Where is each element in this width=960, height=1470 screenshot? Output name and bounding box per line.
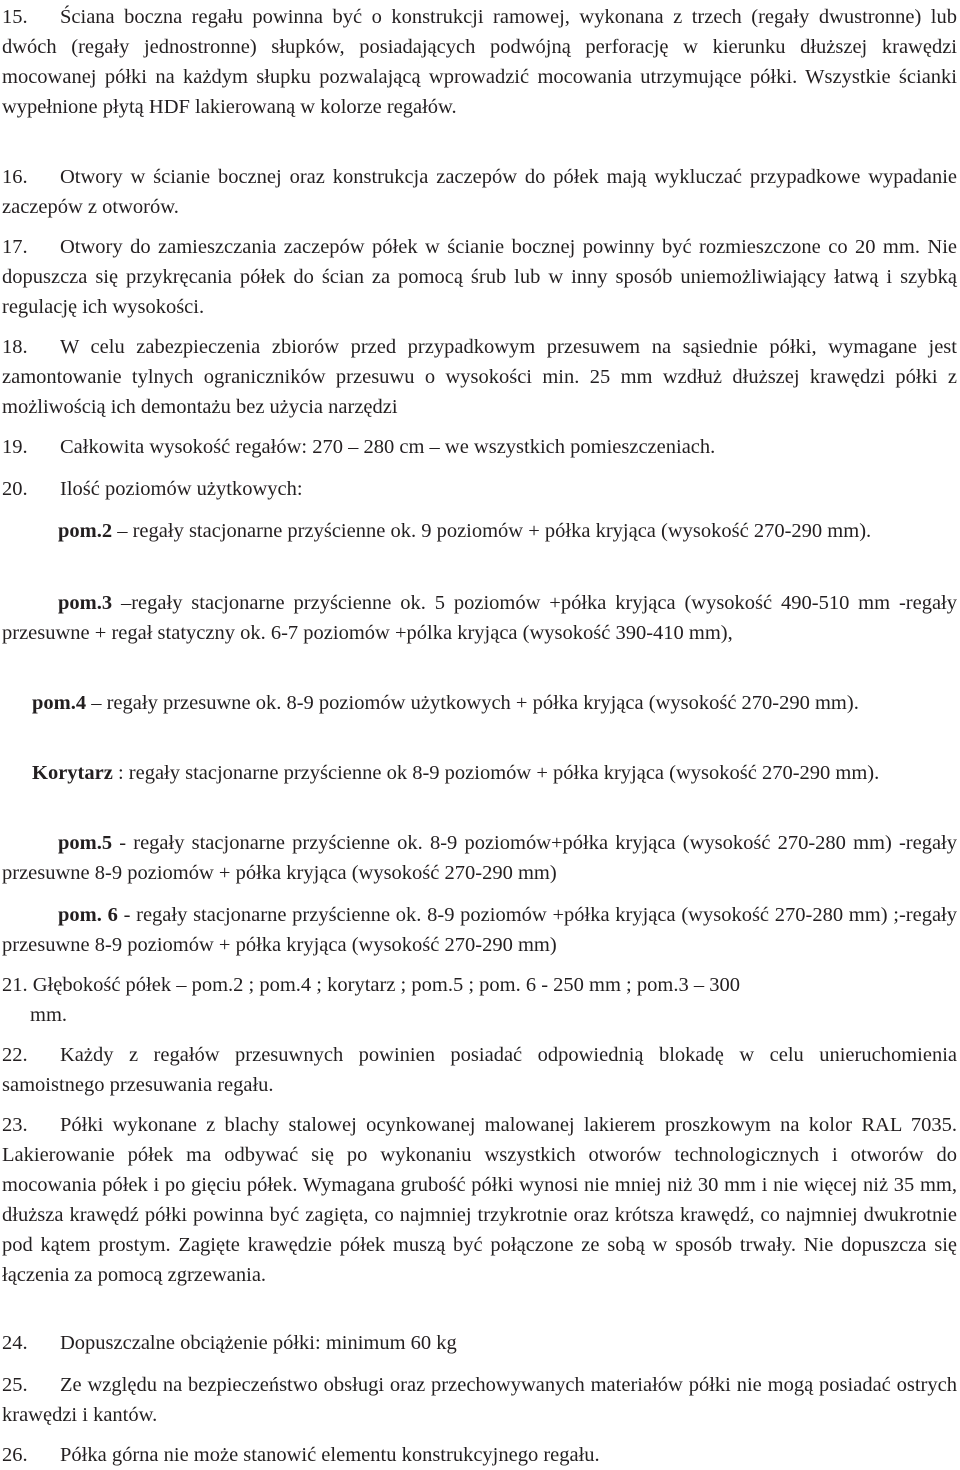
paragraph-19 — [2, 432, 957, 462]
paragraph-text: Dopuszczalne obciążenie półki: minimum 60 kg — [60, 1332, 457, 1354]
room-label: pom.3 — [58, 592, 113, 614]
paragraph-number: 20. — [2, 478, 28, 500]
paragraph-text: Ściana boczna regału powinna być o konstrukcji ramowej, wykonana z trzech (regały dwustronne) lub dwóch (regały jednostronne) słupków, posiadających podwójną perforację w kierunku dłuższej krawędzi mocowanej półki na każdym słupku pozwalającą wprowadzić mocowania utrzymujące półki. Wszystkie ścianki wypełnione płytą HDF lakierowaną w kolorze regałów. — [2, 6, 957, 118]
paragraph-number: 21. — [2, 974, 28, 996]
paragraph-21 — [2, 970, 957, 1030]
room-text: - regały stacjonarne przyścienne ok. 8-9 poziomów+półka kryjąca (wysokość 270-280 mm) -regały przesuwne 8-9 poziomów + półka kryjąca (wysokość 270-290 mm) — [2, 832, 957, 884]
paragraph-number: 17. — [2, 236, 28, 258]
paragraph-number: 22. — [2, 1044, 28, 1066]
paragraph-22 — [2, 1040, 957, 1100]
paragraph-16 — [2, 162, 957, 222]
paragraph-number: 18. — [2, 336, 28, 358]
paragraph-text: Każdy z regałów przesuwnych powinien posiadać odpowiednią blokadę w celu unieruchomienia samoistnego przesuwania regału. — [2, 1044, 957, 1096]
room-text: – regały przesuwne ok. 8-9 poziomów użytkowych + półka kryjąca (wysokość 270-290 mm). — [86, 692, 859, 714]
paragraph-number: 23. — [2, 1114, 28, 1136]
room-label: pom.5 — [58, 832, 113, 854]
room-pom-4 — [2, 688, 957, 718]
room-pom-6 — [2, 900, 957, 960]
paragraph-text-continued: mm. — [30, 1004, 68, 1026]
room-pom-2 — [2, 516, 957, 546]
room-label: pom.4 — [32, 692, 87, 714]
paragraph-26 — [2, 1440, 957, 1470]
paragraph-number: 19. — [2, 436, 28, 458]
paragraph-25 — [2, 1370, 957, 1430]
room-pom-3 — [2, 588, 957, 648]
paragraph-23 — [2, 1110, 957, 1290]
room-label: Korytarz — [32, 762, 113, 784]
room-korytarz — [2, 758, 957, 788]
paragraph-18 — [2, 332, 957, 422]
paragraph-number: 26. — [2, 1444, 28, 1466]
paragraph-text: Całkowita wysokość regałów: 270 – 280 cm – we wszystkich pomieszczeniach. — [60, 436, 716, 458]
room-text: –regały stacjonarne przyścienne ok. 5 poziomów +półka kryjąca (wysokość 490-510 mm -regały przesuwne + regał statyczny ok. 6-7 poziomów +pólka kryjąca (wysokość 390-410 mm), — [2, 592, 957, 644]
paragraph-text: Głębokość półek – pom.2 ; pom.4 ; korytarz ; pom.5 ; pom. 6 - 250 mm ; pom.3 – 300 — [32, 974, 740, 996]
paragraph-text: Otwory do zamieszczania zaczepów półek w ścianie bocznej powinny być rozmieszczone co 20 mm. Nie dopuszcza się przykręcania półek do ścian za pomocą śrub lub w inny sposób uniemożliwiający łatwą i szybką regulację ich wysokości. — [2, 236, 957, 318]
room-label: pom. 6 — [58, 904, 118, 926]
paragraph-text: Otwory w ścianie bocznej oraz konstrukcja zaczepów do półek mają wykluczać przypadkowe wypadanie zaczepów z otworów. — [2, 166, 957, 218]
paragraph-text: W celu zabezpieczenia zbiorów przed przypadkowym przesuwem na sąsiednie półki, wymagane jest zamontowanie tylnych ograniczników przesuwu o wysokości min. 25 mm wzdłuż dłuższej krawędzi półki z możliwością ich demontażu bez użycia narzędzi — [2, 336, 957, 418]
paragraph-text: Półki wykonane z blachy stalowej ocynkowanej malowanej lakierem proszkowym na kolor RAL 7035. Lakierowanie półek ma odbywać się po wykonaniu wszystkich otworów technologicznych i otworów do mocowania półek i po gięciu półek. Wymagana grubość półki wynosi nie mniej niż 30 mm i nie więcej niż 35 mm, dłuższa krawędź półki powinna być zagięta, co najmniej trzykrotnie oraz krótsza krawędź, co najmniej dwukrotnie pod kątem prostym. Zagięte krawędzie półek muszą być połączone ze sobą w sposób trwały. Nie dopuszcza się łączenia za pomocą zgrzewania. — [2, 1114, 957, 1286]
room-text: – regały stacjonarne przyścienne ok. 9 poziomów + półka kryjąca (wysokość 270-290 mm). — [112, 520, 872, 542]
room-text: : regały stacjonarne przyścienne ok 8-9 poziomów + półka kryjąca (wysokość 270-290 mm). — [112, 762, 880, 784]
room-pom-5 — [2, 828, 957, 888]
room-text: - regały stacjonarne przyścienne ok. 8-9 poziomów +półka kryjąca (wysokość 270-280 mm) ;-regały przesuwne 8-9 poziomów + półka kryjąca (wysokość 270-290 mm) — [2, 904, 957, 956]
paragraph-text: Ilość poziomów użytkowych: — [60, 478, 303, 500]
paragraph-17 — [2, 232, 957, 322]
paragraph-number: 25. — [2, 1374, 28, 1396]
paragraph-24 — [2, 1328, 957, 1358]
paragraph-text: Ze względu na bezpieczeństwo obsługi oraz przechowywanych materiałów półki nie mogą posiadać ostrych krawędzi i kantów. — [2, 1374, 957, 1426]
paragraph-number: 16. — [2, 166, 28, 188]
paragraph-text: Półka górna nie może stanowić elementu konstrukcyjnego regału. — [60, 1444, 600, 1466]
paragraph-15 — [2, 2, 957, 122]
paragraph-number: 24. — [2, 1332, 28, 1354]
paragraph-20 — [2, 474, 957, 504]
paragraph-number: 15. — [2, 6, 28, 28]
room-label: pom.2 — [58, 520, 113, 542]
